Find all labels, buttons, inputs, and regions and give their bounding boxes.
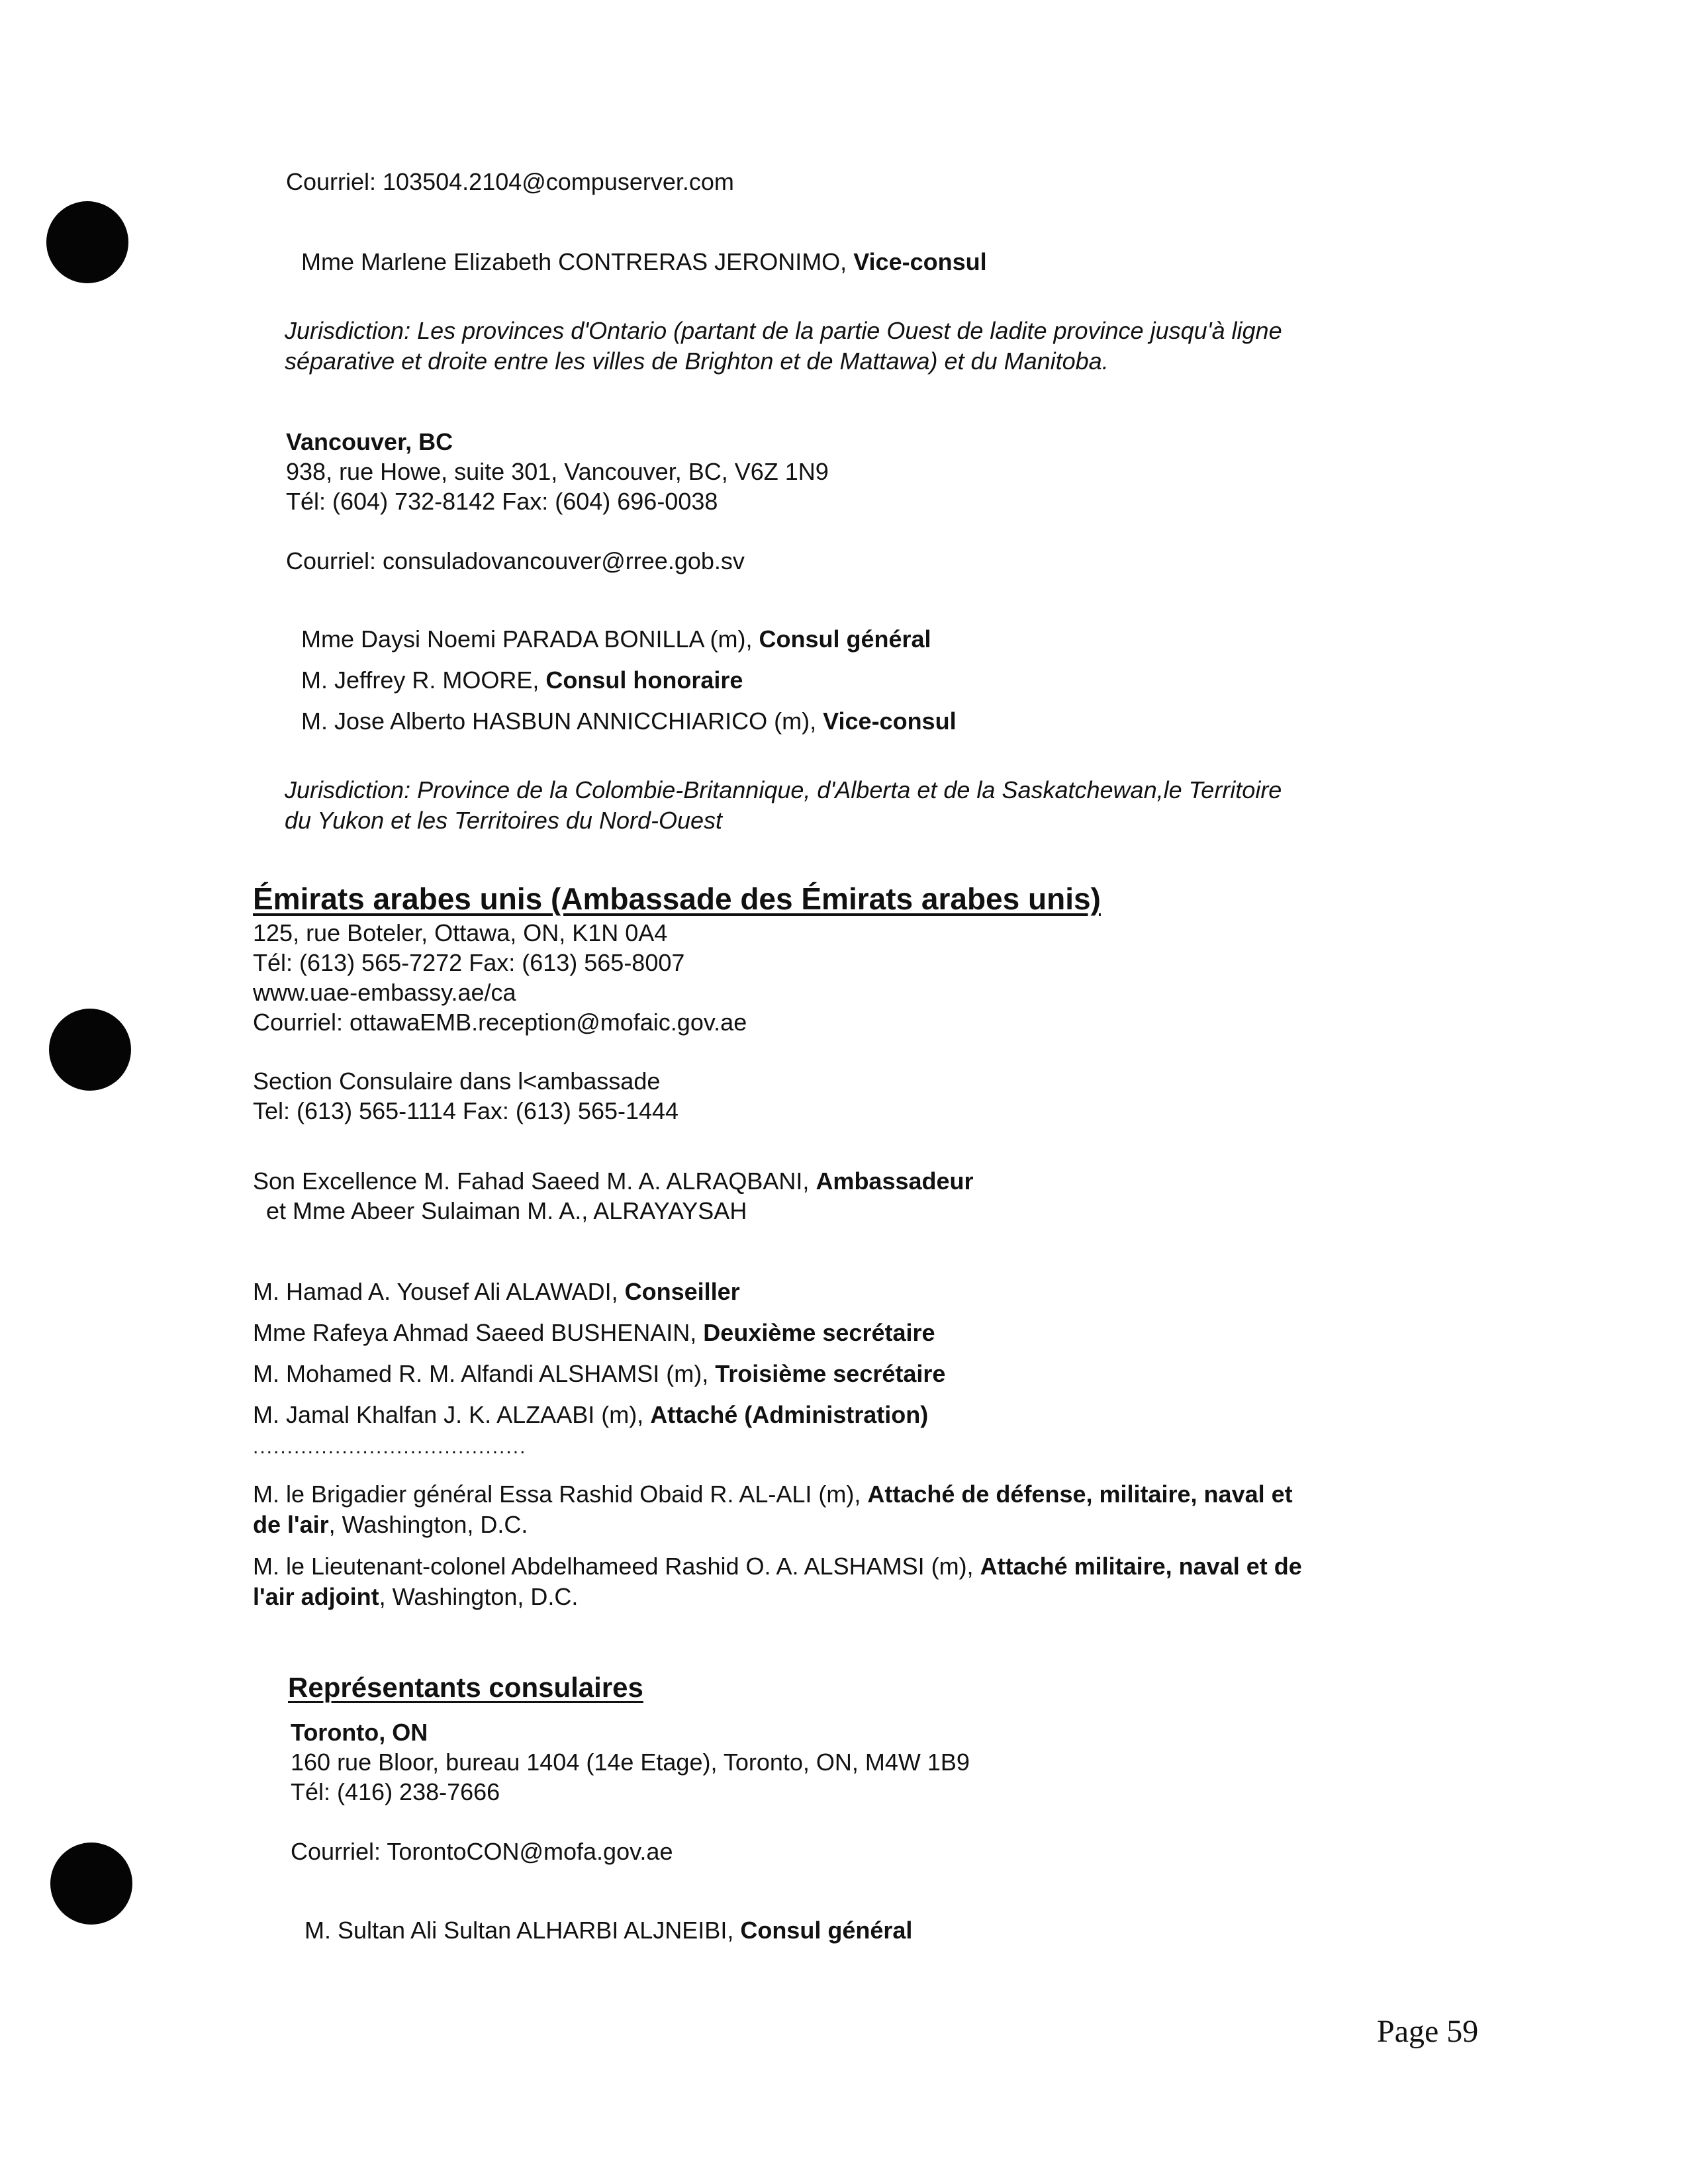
staff-name: M. Hamad A. Yousef Ali ALAWADI, [253,1278,625,1305]
staff-title: Attaché militaire, naval et de [980,1553,1302,1580]
jurisdiction-line: du Yukon et les Territoires du Nord-Ouest [285,807,723,834]
address-line: 938, rue Howe, suite 301, Vancouver, BC, V6Z 1N9 [286,458,829,485]
address-line: 160 rue Bloor, bureau 1404 (14e Etage), Toronto, ON, M4W 1B9 [291,1749,970,1776]
defense-attache-line [253,1480,1293,1509]
website-link[interactable]: www.uae-embassy.ae/ca [253,979,516,1006]
city-heading: Vancouver, BC [286,428,453,455]
staff-title: Consul général [740,1917,913,1944]
staff-name: M. le Lieutenant-colonel Abdelhameed Rashid O. A. ALSHAMSI (m), [253,1553,980,1580]
page-number: Page 59 [1377,2014,1479,2049]
phone-line: Tél: (416) 238-7666 [291,1778,500,1805]
phone-line: Tél: (613) 565-7272 Fax: (613) 565-8007 [253,949,685,976]
military-attache-line [253,1552,1302,1581]
ambassador-title: Ambassadeur [816,1167,974,1195]
punch-hole-middle [49,1009,131,1091]
ambassador-line [253,1167,974,1196]
consular-section-line: Section Consulaire dans l<ambassade [253,1068,661,1095]
punch-hole-bottom [50,1843,132,1925]
courriel-line: Courriel: consuladovancouver@rree.gob.sv [286,547,745,574]
city-heading: Toronto, ON [291,1719,428,1746]
country-heading: Émirats arabes unis (Ambassade des Émirats arabes unis) [253,882,1101,916]
staff-name: M. Mohamed R. M. Alfandi ALSHAMSI (m), [253,1360,716,1387]
jurisdiction-line: Jurisdiction: Province de la Colombie-Britannique, d'Alberta et de la Saskatchewan,le Territoire [285,776,1282,803]
consular-phone-line: Tel: (613) 565-1114 Fax: (613) 565-1444 [253,1097,679,1124]
staff-location: , Washington, D.C. [379,1583,579,1610]
staff-name: M. Jamal Khalfan J. K. ALZAABI (m), [253,1401,651,1428]
staff-line [301,666,743,695]
courriel-line: Courriel: 103504.2104@compuserver.com [286,168,734,195]
staff-name: M. Jeffrey R. MOORE, [301,666,546,694]
staff-line [253,1359,945,1388]
staff-title: Troisième secrétaire [715,1360,946,1387]
staff-line [301,248,987,277]
punch-hole-top [46,201,128,283]
staff-location: , Washington, D.C. [328,1511,528,1538]
staff-title: l'air adjoint [253,1583,379,1610]
staff-name: M. Sultan Ali Sultan ALHARBI ALJNEIBI, [305,1917,741,1944]
jurisdiction-line: séparative et droite entre les villes de Brighton et de Mattawa) et du Manitoba. [285,347,1109,375]
ambassador-spouse-line: et Mme Abeer Sulaiman M. A., ALRAYAYSAH [259,1197,747,1224]
military-attache-line-cont [253,1582,578,1612]
address-line: 125, rue Boteler, Ottawa, ON, K1N 0A4 [253,919,668,946]
staff-title: Attaché (Administration) [650,1401,929,1428]
staff-line [305,1916,912,1945]
staff-line [301,625,931,654]
staff-title: de l'air [253,1511,329,1538]
staff-title: Vice-consul [823,707,957,735]
staff-title: Vice-consul [853,248,987,275]
staff-title: Attaché de défense, militaire, naval et [867,1480,1293,1508]
staff-title: Consul général [759,625,931,653]
staff-line [301,707,957,736]
dotted-separator: ........................................ [253,1436,527,1458]
courriel-line: Courriel: ottawaEMB.reception@mofaic.gov.ae [253,1009,747,1036]
defense-attache-line-cont [253,1510,528,1539]
staff-name: Mme Rafeya Ahmad Saeed BUSHENAIN, [253,1319,704,1346]
courriel-line: Courriel: TorontoCON@mofa.gov.ae [291,1838,673,1865]
staff-name: Mme Marlene Elizabeth CONTRERAS JERONIMO, [301,248,854,275]
staff-line [253,1318,935,1347]
staff-line [253,1400,928,1430]
staff-name: M. le Brigadier général Essa Rashid Obaid R. AL-ALI (m), [253,1480,868,1508]
staff-title: Conseiller [624,1278,740,1305]
staff-name: M. Jose Alberto HASBUN ANNICCHIARICO (m), [301,707,823,735]
staff-name: Mme Daysi Noemi PARADA BONILLA (m), [301,625,759,653]
staff-line [253,1277,740,1306]
ambassador-name: Son Excellence M. Fahad Saeed M. A. ALRAQBANI, [253,1167,816,1195]
staff-title: Deuxième secrétaire [703,1319,935,1346]
staff-title: Consul honoraire [545,666,743,694]
jurisdiction-line: Jurisdiction: Les provinces d'Ontario (partant de la partie Ouest de ladite province jusqu'à ligne [285,317,1282,344]
phone-line: Tél: (604) 732-8142 Fax: (604) 696-0038 [286,488,718,515]
consular-representatives-heading: Représentants consulaires [288,1672,643,1703]
